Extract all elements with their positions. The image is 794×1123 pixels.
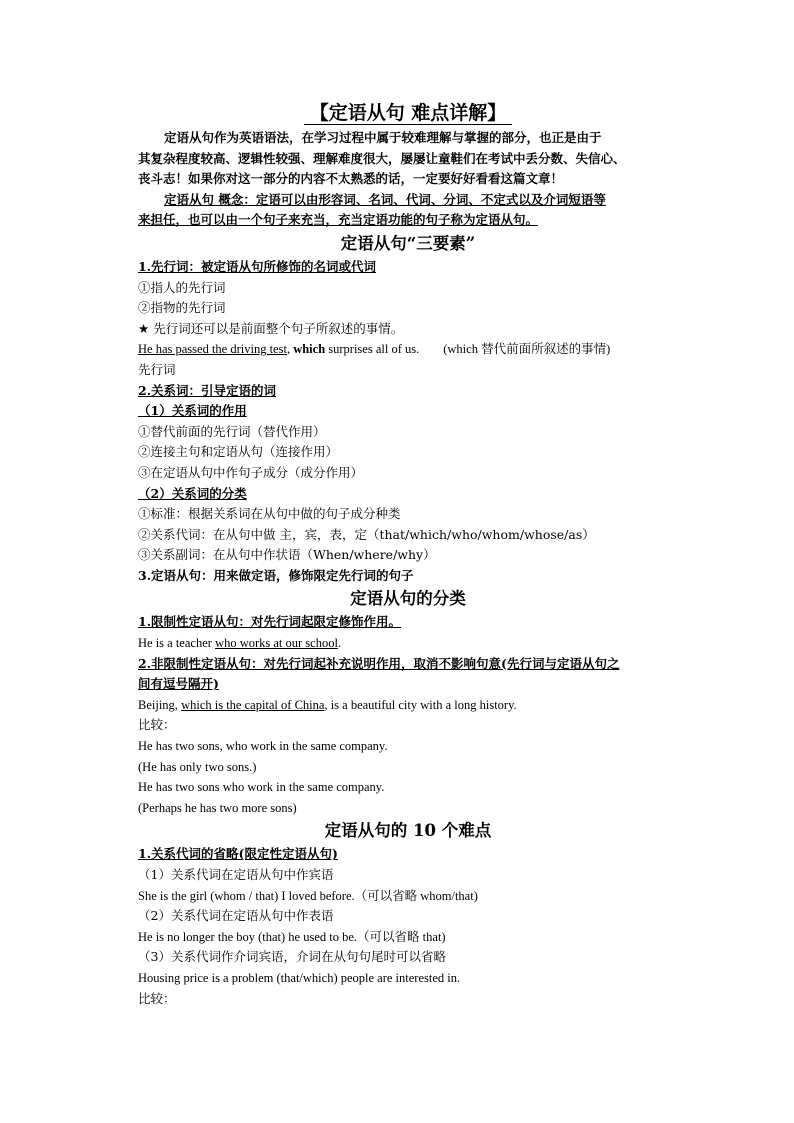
- restrictive-clause-example: [138, 633, 678, 654]
- example-note: (which 替代前面所叙述的事情): [443, 342, 611, 357]
- intro-line-2: 其复杂程度较高、逻辑性较强、理解难度很大，屡屡让童鞋们在考试中丢分数、失信心、: [138, 150, 626, 166]
- compare-example-3: He has two sons who work in the same company.: [138, 780, 385, 795]
- section-heading-three-elements: 定语从句“三要素”: [340, 233, 476, 253]
- example-label-antecedent: 先行词: [138, 361, 176, 377]
- compare-label: 比较：: [138, 717, 176, 733]
- compare-example-1: He has two sons, who work in the same company.: [138, 739, 388, 754]
- relative-type-item-1: ①标准：根据关系词在从句中做的句子成分种类: [138, 506, 401, 522]
- example-rest: surprises all of us.: [325, 342, 420, 357]
- difficulty-1-sub-b-example: He is no longer the boy (that) he used to be.（可以省略 that): [138, 929, 446, 944]
- relative-type-item-3: ③关系副词：在从句中作状语（When/where/why）: [138, 547, 436, 563]
- concept-line-1: 定语从句 概念：定语可以由形容词、名词、代词、分词、不定式以及介词短语等: [164, 191, 606, 207]
- relative-function-item-1: ①替代前面的先行词（替代作用）: [138, 423, 326, 439]
- example-which: which: [293, 342, 326, 357]
- antecedent-title: 1.先行词：被定语从句所修饰的名词或代词: [138, 258, 377, 274]
- compare-label-2: 比较：: [138, 990, 176, 1006]
- relative-word-title: 2.关系词：引导定语的词: [138, 382, 277, 398]
- antecedent-note-text: 先行词还可以是前面整个句子所叙述的事情。: [153, 320, 404, 336]
- intro-line-1: 定语从句作为英语语法，在学习过程中属于较难理解与掌握的部分，也正是由于: [164, 130, 602, 145]
- antecedent-item-person: ①指人的先行词: [138, 279, 226, 295]
- section-heading-difficulties: 定语从句的 10 个难点: [324, 821, 492, 841]
- concept-line-2: 来担任，也可以由一个句子来充当，充当定语功能的句子称为定语从句。: [138, 212, 539, 228]
- star-icon: ★: [138, 320, 150, 336]
- compare-example-2: (He has only two sons.): [138, 759, 257, 774]
- difficulty-1-sub-a: （1）关系代词在定语从句中作宾语: [138, 867, 334, 882]
- attributive-clause-definition: 3.定语从句：用来做定语，修饰限定先行词的句子: [138, 567, 414, 583]
- section-heading-classification: 定语从句的分类: [350, 589, 466, 609]
- nonrestrictive-clause-example: [138, 695, 678, 716]
- intro-line-3: 丧斗志！如果你对这一部分的内容不太熟悉的话，一定要好好看看这篇文章！: [138, 171, 564, 187]
- difficulty-1-title: 1.关系代词的省略(限定性定语从句): [138, 846, 338, 862]
- restrictive-example-clause: who works at our school: [215, 636, 338, 651]
- page-title: [138, 98, 678, 128]
- restrictive-example-start: He is a teacher: [138, 636, 216, 651]
- nonrestrictive-example-clause: which is the capital of China: [181, 697, 325, 712]
- difficulty-1-sub-c: （3）关系代词作介词宾语，介词在从句句尾时可以省略: [138, 949, 446, 965]
- relative-word-types-heading: （2）关系词的分类: [138, 485, 247, 501]
- difficulty-1-sub-c-example: Housing price is a problem (that/which) people are interested in.: [138, 970, 461, 985]
- antecedent-example: [138, 339, 678, 360]
- restrictive-clause-title: 1.限制性定语从句：对先行词起限定修饰作用。: [138, 614, 402, 630]
- relative-function-item-2: ②连接主句和定语从句（连接作用）: [138, 444, 339, 460]
- nonrestrictive-clause-title-1: 2.非限制性定语从句：对先行词起补充说明作用，取消不影响句意(先行词与定语从句之: [138, 655, 620, 671]
- nonrestrictive-example-start: Beijing,: [138, 697, 182, 712]
- nonrestrictive-example-end: , is a beautiful city with a long history.: [324, 697, 517, 712]
- compare-example-4: (Perhaps he has two more sons): [138, 800, 297, 815]
- nonrestrictive-clause-title-2: 间有逗号隔开): [138, 676, 219, 692]
- example-comma: ,: [286, 342, 294, 357]
- antecedent-note: [138, 319, 678, 340]
- difficulty-1-sub-b: （2）关系代词在定语从句中作表语: [138, 908, 334, 924]
- relative-function-item-3: ③在定语从句中作句子成分（成分作用）: [138, 464, 364, 480]
- restrictive-example-end: .: [337, 636, 342, 651]
- document-content: [138, 98, 678, 1009]
- relative-word-function-heading: （1）关系词的作用: [138, 403, 247, 419]
- difficulty-1-sub-a-example: She is the girl (whom / that) I loved before.（可以省略 whom/that): [138, 888, 478, 903]
- example-antecedent: He has passed the driving test: [138, 342, 287, 357]
- relative-type-item-2: ②关系代词：在从句中做 主，宾，表，定（that/which/who/whom/whose/as）: [138, 526, 595, 542]
- page-title-text: 【定语从句 难点详解】: [304, 102, 513, 125]
- antecedent-item-thing: ②指物的先行词: [138, 300, 226, 316]
